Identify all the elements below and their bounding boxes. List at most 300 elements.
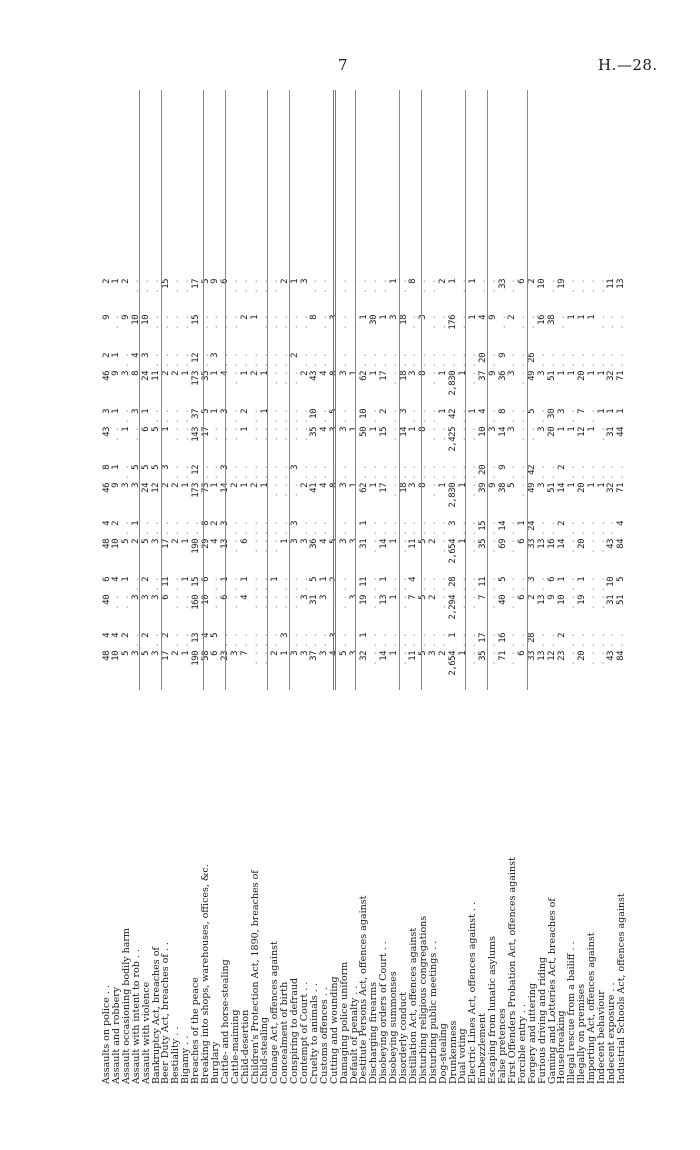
table-cell: 41 (309, 483, 320, 493)
table-cell: 8 (418, 371, 429, 376)
table-cell: 1 (467, 409, 478, 414)
offence-label: Dog-stealing (437, 1023, 449, 1084)
table-cell: . . (200, 465, 211, 480)
table-cell: . . (467, 577, 478, 592)
table-cell: . . (467, 633, 478, 648)
table-cell: . . (250, 427, 260, 442)
table-cell: 3 (289, 539, 300, 544)
column-separator (465, 90, 466, 690)
table-cell: . . (250, 577, 260, 592)
table-cell: 5 (329, 409, 340, 414)
table-cell: 4 (111, 633, 122, 638)
table-cell: . . (121, 353, 132, 368)
table-cell: . . (566, 651, 577, 666)
table-cell: 4 (101, 521, 112, 526)
table-cell: . . (180, 409, 191, 424)
table-cell: 6 (210, 651, 221, 656)
table-cell: 4 (319, 427, 330, 432)
table-cell: 2,654 (448, 651, 458, 676)
table-cell: 5 (121, 539, 132, 544)
table-cell: 31 (358, 539, 369, 549)
table-cell: . . (250, 633, 260, 648)
offence-label: Forcible entry . . (516, 1004, 528, 1084)
table-cell: 20 (547, 427, 557, 437)
table-cell: 3 (556, 409, 567, 414)
table-cell: . . (438, 315, 449, 330)
table-cell: . . (398, 465, 409, 480)
table-cell: 13 (616, 279, 627, 289)
table-cell: . . (467, 521, 478, 536)
table-cell: . . (230, 279, 241, 294)
table-cell: 71 (497, 651, 508, 661)
table-cell: . . (487, 577, 498, 592)
table-cell: 3 (339, 539, 350, 544)
table-cell: 3 (537, 483, 548, 488)
table-cell: . . (299, 409, 310, 424)
table-cell: 31 (606, 595, 617, 605)
table-cell: 1 (586, 483, 597, 488)
table-cell: 20 (477, 465, 488, 475)
offence-label: Concealment of birth (279, 981, 291, 1084)
table-cell: 17 (378, 371, 389, 381)
table-cell: 10 (131, 315, 142, 325)
table-cell: 84 (616, 539, 627, 549)
table-cell: 3 (329, 633, 340, 638)
table-cell: . . (279, 427, 290, 442)
statistics-table-region (95, 90, 631, 1090)
table-cell: 2 (170, 539, 181, 544)
table-cell: . . (388, 427, 399, 442)
table-cell: 23 (556, 651, 567, 661)
table-cell: . . (349, 577, 359, 592)
table-cell: 173 (190, 371, 201, 386)
table-cell: . . (259, 353, 270, 368)
table-cell: 1 (259, 483, 270, 488)
column-separator (161, 90, 162, 690)
table-cell: 18 (398, 483, 409, 493)
table-cell: . . (566, 279, 577, 294)
table-cell: . . (388, 521, 399, 536)
table-cell: . . (438, 353, 449, 368)
offence-label: Disorderly conduct (398, 992, 409, 1084)
offence-label: Embezzlement (477, 1013, 489, 1084)
table-cell: 3 (121, 483, 132, 488)
table-cell: . . (368, 633, 379, 648)
table-cell: . . (319, 279, 330, 294)
table-cell: . . (349, 353, 359, 368)
table-cell: 9 (497, 465, 508, 470)
table-cell: 10 (358, 409, 369, 419)
offence-label: Child-stealing (259, 1016, 271, 1084)
table-cell: . . (319, 633, 330, 648)
table-cell: . . (170, 409, 181, 424)
table-cell: 42 (448, 409, 458, 419)
table-cell: . . (507, 521, 518, 536)
table-cell: . . (250, 595, 260, 610)
offence-label: Drunkenness (447, 1020, 459, 1084)
table-cell: 35 (200, 371, 211, 381)
table-cell: 43 (606, 539, 617, 549)
table-cell: 39 (477, 483, 488, 493)
table-cell: 24 (141, 483, 152, 493)
table-cell: . . (279, 371, 290, 386)
table-cell: 4 (319, 371, 330, 376)
table-cell: 3 (299, 595, 310, 600)
table-cell: . . (131, 279, 142, 294)
table-cell: . . (259, 595, 270, 610)
table-cell: . . (230, 539, 241, 554)
table-cell: . . (279, 353, 290, 368)
table-cell: 7 (576, 409, 587, 414)
table-cell: 3 (131, 483, 142, 488)
table-cell: 3 (339, 427, 350, 432)
table-cell: . . (240, 279, 251, 294)
offence-label: Destitute Persons Act, offences against (358, 895, 370, 1084)
table-cell: 3 (220, 521, 231, 526)
table-cell: 2 (111, 521, 122, 526)
table-cell: 10 (556, 595, 567, 605)
table-cell: 3 (349, 651, 359, 656)
table-cell: . . (418, 409, 429, 424)
offence-label: Conspiring to defraud (289, 977, 301, 1084)
table-cell: 14 (398, 427, 409, 437)
table-cell: 5 (200, 409, 211, 414)
table-cell: . . (428, 409, 439, 424)
table-cell: 20 (576, 651, 587, 661)
table-cell: 2,830 (448, 483, 458, 508)
table-cell: 1 (180, 651, 191, 656)
table-cell: . . (596, 633, 607, 648)
table-cell: 1 (319, 577, 330, 582)
table-cell: . . (576, 521, 587, 536)
table-cell: 1 (566, 427, 577, 432)
table-cell: 8 (101, 465, 112, 470)
table-cell: . . (596, 595, 607, 610)
table-cell: . . (487, 521, 498, 536)
table-cell: 2 (556, 465, 567, 470)
table-cell: 5 (418, 595, 429, 600)
table-cell: 1 (378, 577, 389, 582)
table-cell: 4 (329, 651, 340, 656)
table-cell: . . (547, 279, 557, 294)
table-cell: 190 (190, 651, 201, 666)
table-cell: . . (448, 353, 458, 368)
table-cell: . . (566, 595, 577, 610)
table-cell: 5 (131, 465, 142, 470)
table-cell: 1 (388, 651, 399, 656)
table-cell: . . (596, 279, 607, 294)
offence-label: Damaging police uniform (338, 961, 350, 1084)
table-cell: 1 (121, 577, 132, 582)
table-cell: . . (309, 465, 320, 480)
table-cell: . . (349, 315, 359, 330)
table-cell: 3 (537, 371, 548, 376)
document-reference: H.—28. (598, 56, 658, 74)
table-cell: 6 (101, 577, 112, 582)
table-cell: 38 (497, 483, 508, 493)
table-cell: 8 (408, 279, 419, 284)
table-cell: . . (299, 521, 310, 536)
table-cell: . . (606, 315, 617, 330)
table-cell: 9 (210, 279, 221, 284)
table-cell: . . (250, 353, 260, 368)
table-cell: . . (279, 315, 290, 330)
table-cell: 28 (448, 577, 458, 587)
table-cell: 3 (398, 409, 409, 414)
table-cell: 71 (616, 483, 627, 493)
table-cell: . . (596, 539, 607, 554)
column-separator (333, 90, 336, 690)
table-cell: . . (467, 651, 478, 666)
table-cell: . . (329, 521, 340, 536)
table-cell: 51 (547, 483, 557, 493)
table-cell: . . (170, 577, 181, 592)
table-cell: 1 (111, 353, 122, 358)
table-cell: 2 (170, 651, 181, 656)
table-cell: 49 (527, 483, 538, 493)
table-cell: 1 (349, 427, 359, 432)
table-cell: 51 (616, 595, 627, 605)
table-cell: 3 (329, 315, 340, 320)
table-cell: . . (388, 465, 399, 480)
table-cell: . . (210, 595, 221, 610)
table-cell: . . (606, 633, 617, 648)
table-cell: 1 (210, 483, 221, 488)
table-cell: . . (368, 521, 379, 536)
table-cell: 20 (576, 371, 587, 381)
table-cell: . . (240, 521, 251, 536)
table-cell: . . (487, 595, 498, 610)
offence-labels-column (95, 690, 631, 1090)
table-cell: . . (398, 651, 409, 666)
table-cell: . . (269, 353, 280, 368)
table-cell: . . (259, 315, 270, 330)
table-cell: . . (339, 577, 350, 592)
table-cell: . . (398, 577, 409, 592)
table-cell: . . (457, 633, 468, 648)
column-separator (225, 90, 226, 690)
table-cell: 35 (477, 539, 488, 549)
table-cell: . . (428, 577, 439, 592)
table-cell: 19 (556, 279, 567, 289)
table-cell: . . (537, 465, 548, 480)
table-cell: 2 (141, 633, 152, 638)
table-cell: 32 (606, 371, 617, 381)
table-cell: . . (210, 577, 221, 592)
table-cell: 37 (477, 371, 488, 381)
table-cell: 1 (240, 427, 251, 432)
table-cell: . . (309, 353, 320, 368)
table-cell: 3 (141, 595, 152, 600)
table-cell: . . (180, 315, 191, 330)
table-cell: . . (250, 409, 260, 424)
table-cell: . . (269, 483, 280, 498)
table-cell: 49 (527, 371, 538, 381)
table-cell: 3 (131, 595, 142, 600)
table-cell: 2 (507, 315, 518, 320)
table-cell: . . (121, 465, 132, 480)
table-cell: 12 (547, 651, 557, 661)
table-cell: . . (428, 483, 439, 498)
table-cell: 18 (398, 315, 409, 325)
table-cell: . . (388, 633, 399, 648)
table-cell: . . (240, 353, 251, 368)
offence-label: Child-desertion (239, 1009, 251, 1084)
table-cell: 5 (418, 539, 429, 544)
offence-label: Illegal rescue from a bailiff . . (566, 941, 578, 1084)
table-cell: 6 (517, 595, 528, 600)
table-cell: . . (547, 353, 557, 368)
table-cell: . . (388, 483, 399, 498)
table-cell: 2 (329, 577, 340, 582)
table-cell: . . (586, 595, 597, 610)
table-cell: . . (418, 465, 429, 480)
table-cell: . . (180, 465, 191, 480)
table-cell: 8 (200, 521, 211, 526)
table-cell: 3 (339, 483, 350, 488)
offence-label: Burglary (209, 1041, 221, 1084)
table-cell: . . (289, 595, 300, 610)
table-cell: 40 (101, 595, 112, 605)
table-cell: 8 (329, 483, 340, 488)
table-cell: 32 (606, 483, 617, 493)
table-cell: 2 (428, 595, 439, 600)
table-cell: . . (151, 521, 161, 536)
table-cell: 6 (220, 595, 231, 600)
table-cell: . . (319, 353, 330, 368)
table-cell: . . (586, 577, 597, 592)
table-cell: 2,294 (448, 595, 458, 620)
table-cell: . . (586, 651, 597, 666)
table-cell: 31 (606, 427, 617, 437)
table-cell: 2 (170, 371, 181, 376)
table-cell: 11 (477, 577, 488, 587)
table-cell: . . (269, 595, 280, 610)
table-cell: . . (368, 465, 379, 480)
table-cell: . . (586, 521, 597, 536)
table-cell: . . (507, 595, 518, 610)
table-cell: 31 (309, 595, 320, 605)
table-cell: 36 (309, 539, 320, 549)
table-cell: . . (230, 521, 241, 536)
table-cell: . . (230, 595, 241, 610)
table-cell: 1 (121, 427, 132, 432)
table-cell: . . (339, 409, 350, 424)
table-cell: . . (487, 651, 498, 666)
table-cell: 3 (289, 465, 300, 470)
table-cell: . . (111, 427, 122, 442)
table-cell: . . (309, 279, 320, 294)
table-cell: 9 (497, 353, 508, 358)
column-separator (355, 90, 356, 690)
table-cell: 1 (556, 427, 567, 432)
table-cell: . . (388, 409, 399, 424)
table-cell: 190 (190, 539, 201, 554)
table-cell: . . (170, 427, 181, 442)
table-cell: . . (170, 633, 181, 648)
table-cell: 3 (121, 371, 132, 376)
table-cell: . . (428, 279, 439, 294)
table-cell: . . (576, 633, 587, 648)
table-cell: 35 (309, 427, 320, 437)
table-cell: 7 (477, 595, 488, 600)
offence-label: Furious driving and riding (536, 956, 548, 1084)
table-cell: . . (279, 577, 290, 592)
table-cell: . . (329, 465, 340, 480)
table-cell: 6 (517, 539, 528, 544)
table-cell: . . (339, 595, 350, 610)
table-cell: 6 (141, 427, 152, 432)
table-cell: 3 (527, 577, 538, 582)
offence-label: Breaking into shops, warehouses, offices, &c. (200, 864, 211, 1084)
table-cell: 3 (279, 633, 290, 638)
table-cell: 3 (289, 521, 300, 526)
table-cell: 2,654 (448, 539, 458, 564)
table-cell: 5 (418, 651, 429, 656)
column-separator (203, 90, 204, 690)
table-cell: . . (259, 577, 270, 592)
table-cell: 10 (111, 651, 122, 661)
table-cell: 2 (527, 279, 538, 284)
table-cell: . . (457, 279, 468, 294)
table-cell: . . (388, 577, 399, 592)
table-cell: 48 (101, 651, 112, 661)
table-cell: . . (220, 353, 231, 368)
table-cell: . . (517, 577, 528, 592)
table-cell: 17 (378, 483, 389, 493)
table-cell: 5 (141, 539, 152, 544)
table-cell: . . (259, 279, 270, 294)
table-cell: 3 (507, 427, 518, 432)
table-cell: 11 (160, 577, 171, 587)
table-cell: . . (467, 465, 478, 480)
table-cell: . . (250, 539, 260, 554)
column-separator (399, 90, 400, 690)
table-cell: . . (616, 465, 627, 480)
table-cell: . . (368, 409, 379, 424)
table-cell: 32 (358, 651, 369, 661)
offence-label: Bankruptcy Act, breaches of (150, 947, 162, 1084)
table-cell: 3 (151, 595, 161, 600)
table-cell: . . (170, 353, 181, 368)
table-cell: 33 (527, 539, 538, 549)
table-cell: 1 (457, 539, 468, 544)
table-cell: . . (279, 465, 290, 480)
table-cell: . . (180, 595, 191, 610)
table-cell: 1 (210, 409, 221, 414)
table-cell: 10 (606, 577, 617, 587)
table-cell: 1 (269, 577, 280, 582)
offence-label: Forgery and uttering (526, 982, 538, 1084)
table-cell: 2 (438, 651, 449, 656)
table-cell: 5 (210, 633, 221, 638)
table-cell: . . (438, 427, 449, 442)
table-cell: . . (230, 409, 241, 424)
table-cell: 1 (467, 315, 478, 320)
table-cell: . . (230, 371, 241, 386)
table-cell: 3 (448, 521, 458, 526)
table-cell: 173 (190, 483, 201, 498)
table-cell: 28 (527, 633, 538, 643)
table-cell: 9 (111, 483, 122, 488)
table-cell: 33 (527, 651, 538, 661)
table-cell: 8 (131, 371, 142, 376)
table-cell: 1 (240, 577, 251, 582)
table-cell: 11 (408, 651, 419, 661)
table-cell: . . (566, 521, 577, 536)
table-cell: 3 (220, 409, 231, 414)
table-cell: . . (616, 315, 627, 330)
